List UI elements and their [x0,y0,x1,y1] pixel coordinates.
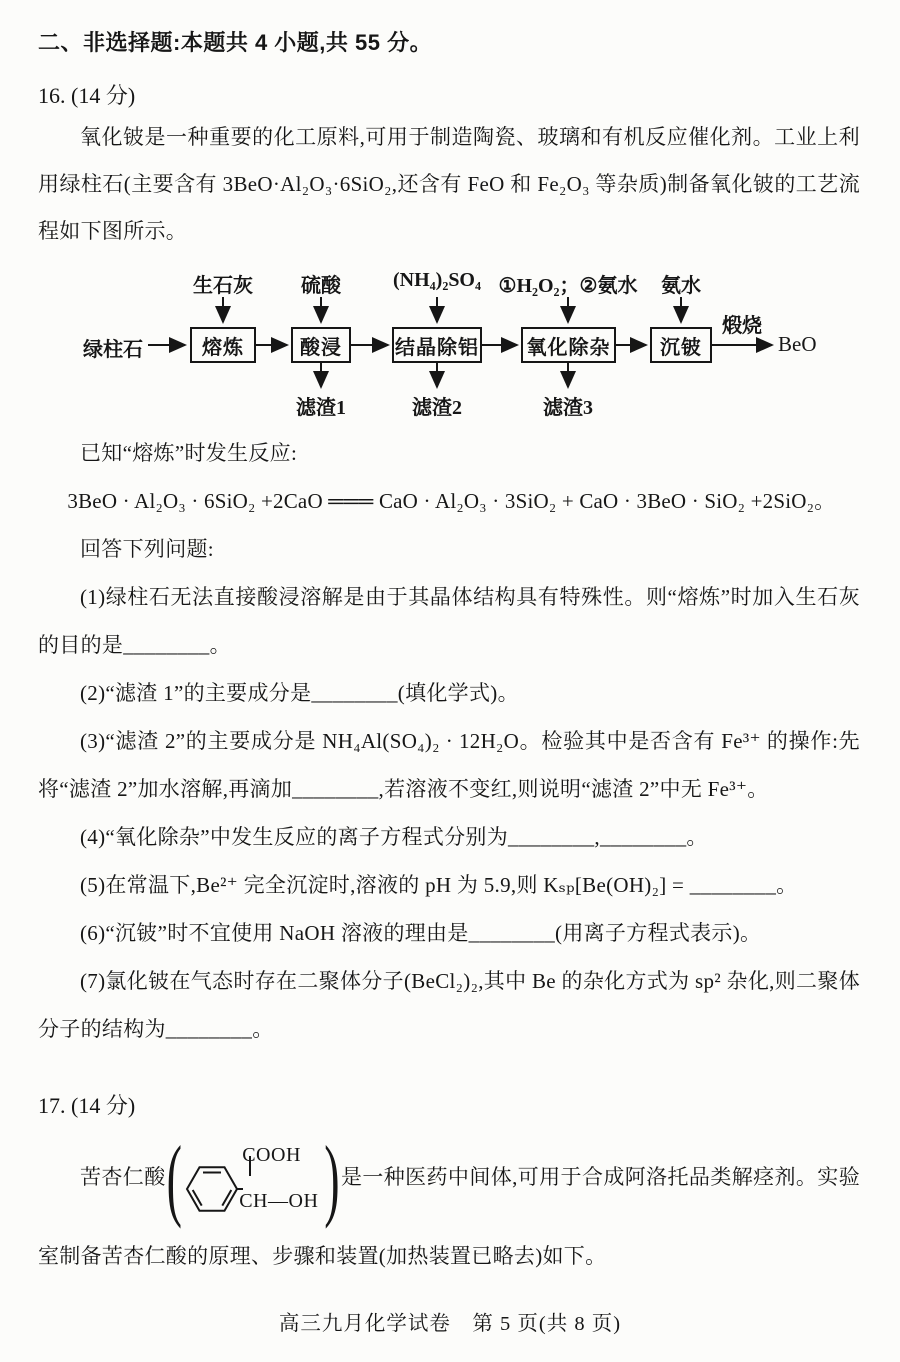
cooh-label: COOH [242,1144,301,1166]
question-16-sub-4: (4)“氧化除杂”中发生反应的离子方程式分别为________,________。 [80,825,708,849]
question-16-sub-7: (7)氯化铍在气态时存在二聚体分子(BeCl₂)₂,其中 Be 的杂化方式为 sp² 杂化,则二聚体分子的结构为________。 [38,969,860,1041]
flow-feed-beryl: 绿柱石 [83,339,143,361]
process-flowchart [38,261,860,429]
section-header: 二、非选择题:本题共 4 小题,共 55 分。 [38,30,433,55]
known-reaction-line: 已知“熔炼”时发生反应: [80,441,298,465]
question-16-sub-6: (6)“沉铍”时不宜使用 NaOH 溶液的理由是________(用离子方程式表示)。 [80,921,762,945]
flow-box-acid-leach: 酸浸 [291,327,351,363]
answer-prompt: 回答下列问题: [80,537,214,561]
smelting-equation: 3BeO · Al₂O₃ · 6SiO₂ +2CaO ═══ CaO · Al₂O₃ · 3SiO₂ + CaO · 3BeO · SiO₂ +2SiO₂。 [67,489,836,513]
q17-intro-prefix: 苦杏仁酸 [80,1164,166,1189]
flow-input-ammonia: 氨水 [661,275,701,297]
question-16-number: 16. (14 分) [38,83,136,108]
flow-box-smelting: 熔炼 [190,327,256,363]
flow-box-oxidation-purify: 氧化除杂 [521,327,616,363]
question-17-intro [38,1126,860,1280]
flow-input-sulfuric-acid: 硫酸 [301,275,341,297]
flow-residue-3: 滤渣3 [543,397,593,419]
question-16-sub-1: (1)绿柱石无法直接酸浸溶解是由于其晶体结构具有特殊性。则“熔炼”时加入生石灰的目的是________。 [38,585,860,657]
benzene-ring-group [182,1126,324,1232]
flow-input-ammonium-sulfate: (NH₄)₂SO₄ [393,269,481,291]
mandelic-acid-structure [167,1126,340,1232]
structure-right-paren: ) [324,1127,340,1229]
flow-product-beo: BeO [778,332,817,356]
flow-input-quicklime: 生石灰 [193,275,253,297]
question-17-number: 17. (14 分) [38,1093,136,1118]
question-16-sub-5: (5)在常温下,Be²⁺ 完全沉淀时,溶液的 pH 为 5.9,则 Kₛₚ[Be(OH)₂] = ________。 [80,873,798,897]
page-footer: 高三九月化学试卷 第 5 页(共 8 页) [278,1313,622,1335]
ch-oh-label: CH—OH [239,1190,319,1212]
flow-residue-1: 滤渣1 [296,397,346,419]
question-16-intro: 氧化铍是一种重要的化工原料,可用于制造陶瓷、玻璃和有机反应催化剂。工业上利用绿柱石(主要含有 3BeO·Al₂O₃·6SiO₂,还含有 FeO 和 Fe₂O₃ 等杂质)制备氧化铍的工艺流程如下图所示。 [38,125,860,243]
flow-calcination-label: 煅烧 [722,315,762,337]
flow-box-crystallize-remove-al: 结晶除铝 [392,327,482,363]
question-16-sub-2: (2)“滤渣 1”的主要成分是________(填化学式)。 [80,681,519,705]
flow-residue-2: 滤渣2 [412,397,462,419]
question-16-sub-3: (3)“滤渣 2”的主要成分是 NH₄Al(SO₄)₂ · 12H₂O。检验其中是否含有 Fe³⁺ 的操作:先将“滤渣 2”加水溶解,再滴加________,若溶液不变红,则说明“滤渣 2”中无 Fe³⁺。 [38,729,860,801]
structure-left-paren: ( [166,1127,183,1229]
q17-intro-suffix: 是一种医药中间体,可用于合成阿洛托品类解痉剂。实验室制备苦杏仁酸的原理、步骤和装置(加热装置已略去)如下。 [38,1164,861,1268]
flow-input-h2o2-ammonia: ①H₂O₂；②氨水 [498,275,638,297]
flow-box-precipitate-be: 沉铍 [650,327,712,363]
